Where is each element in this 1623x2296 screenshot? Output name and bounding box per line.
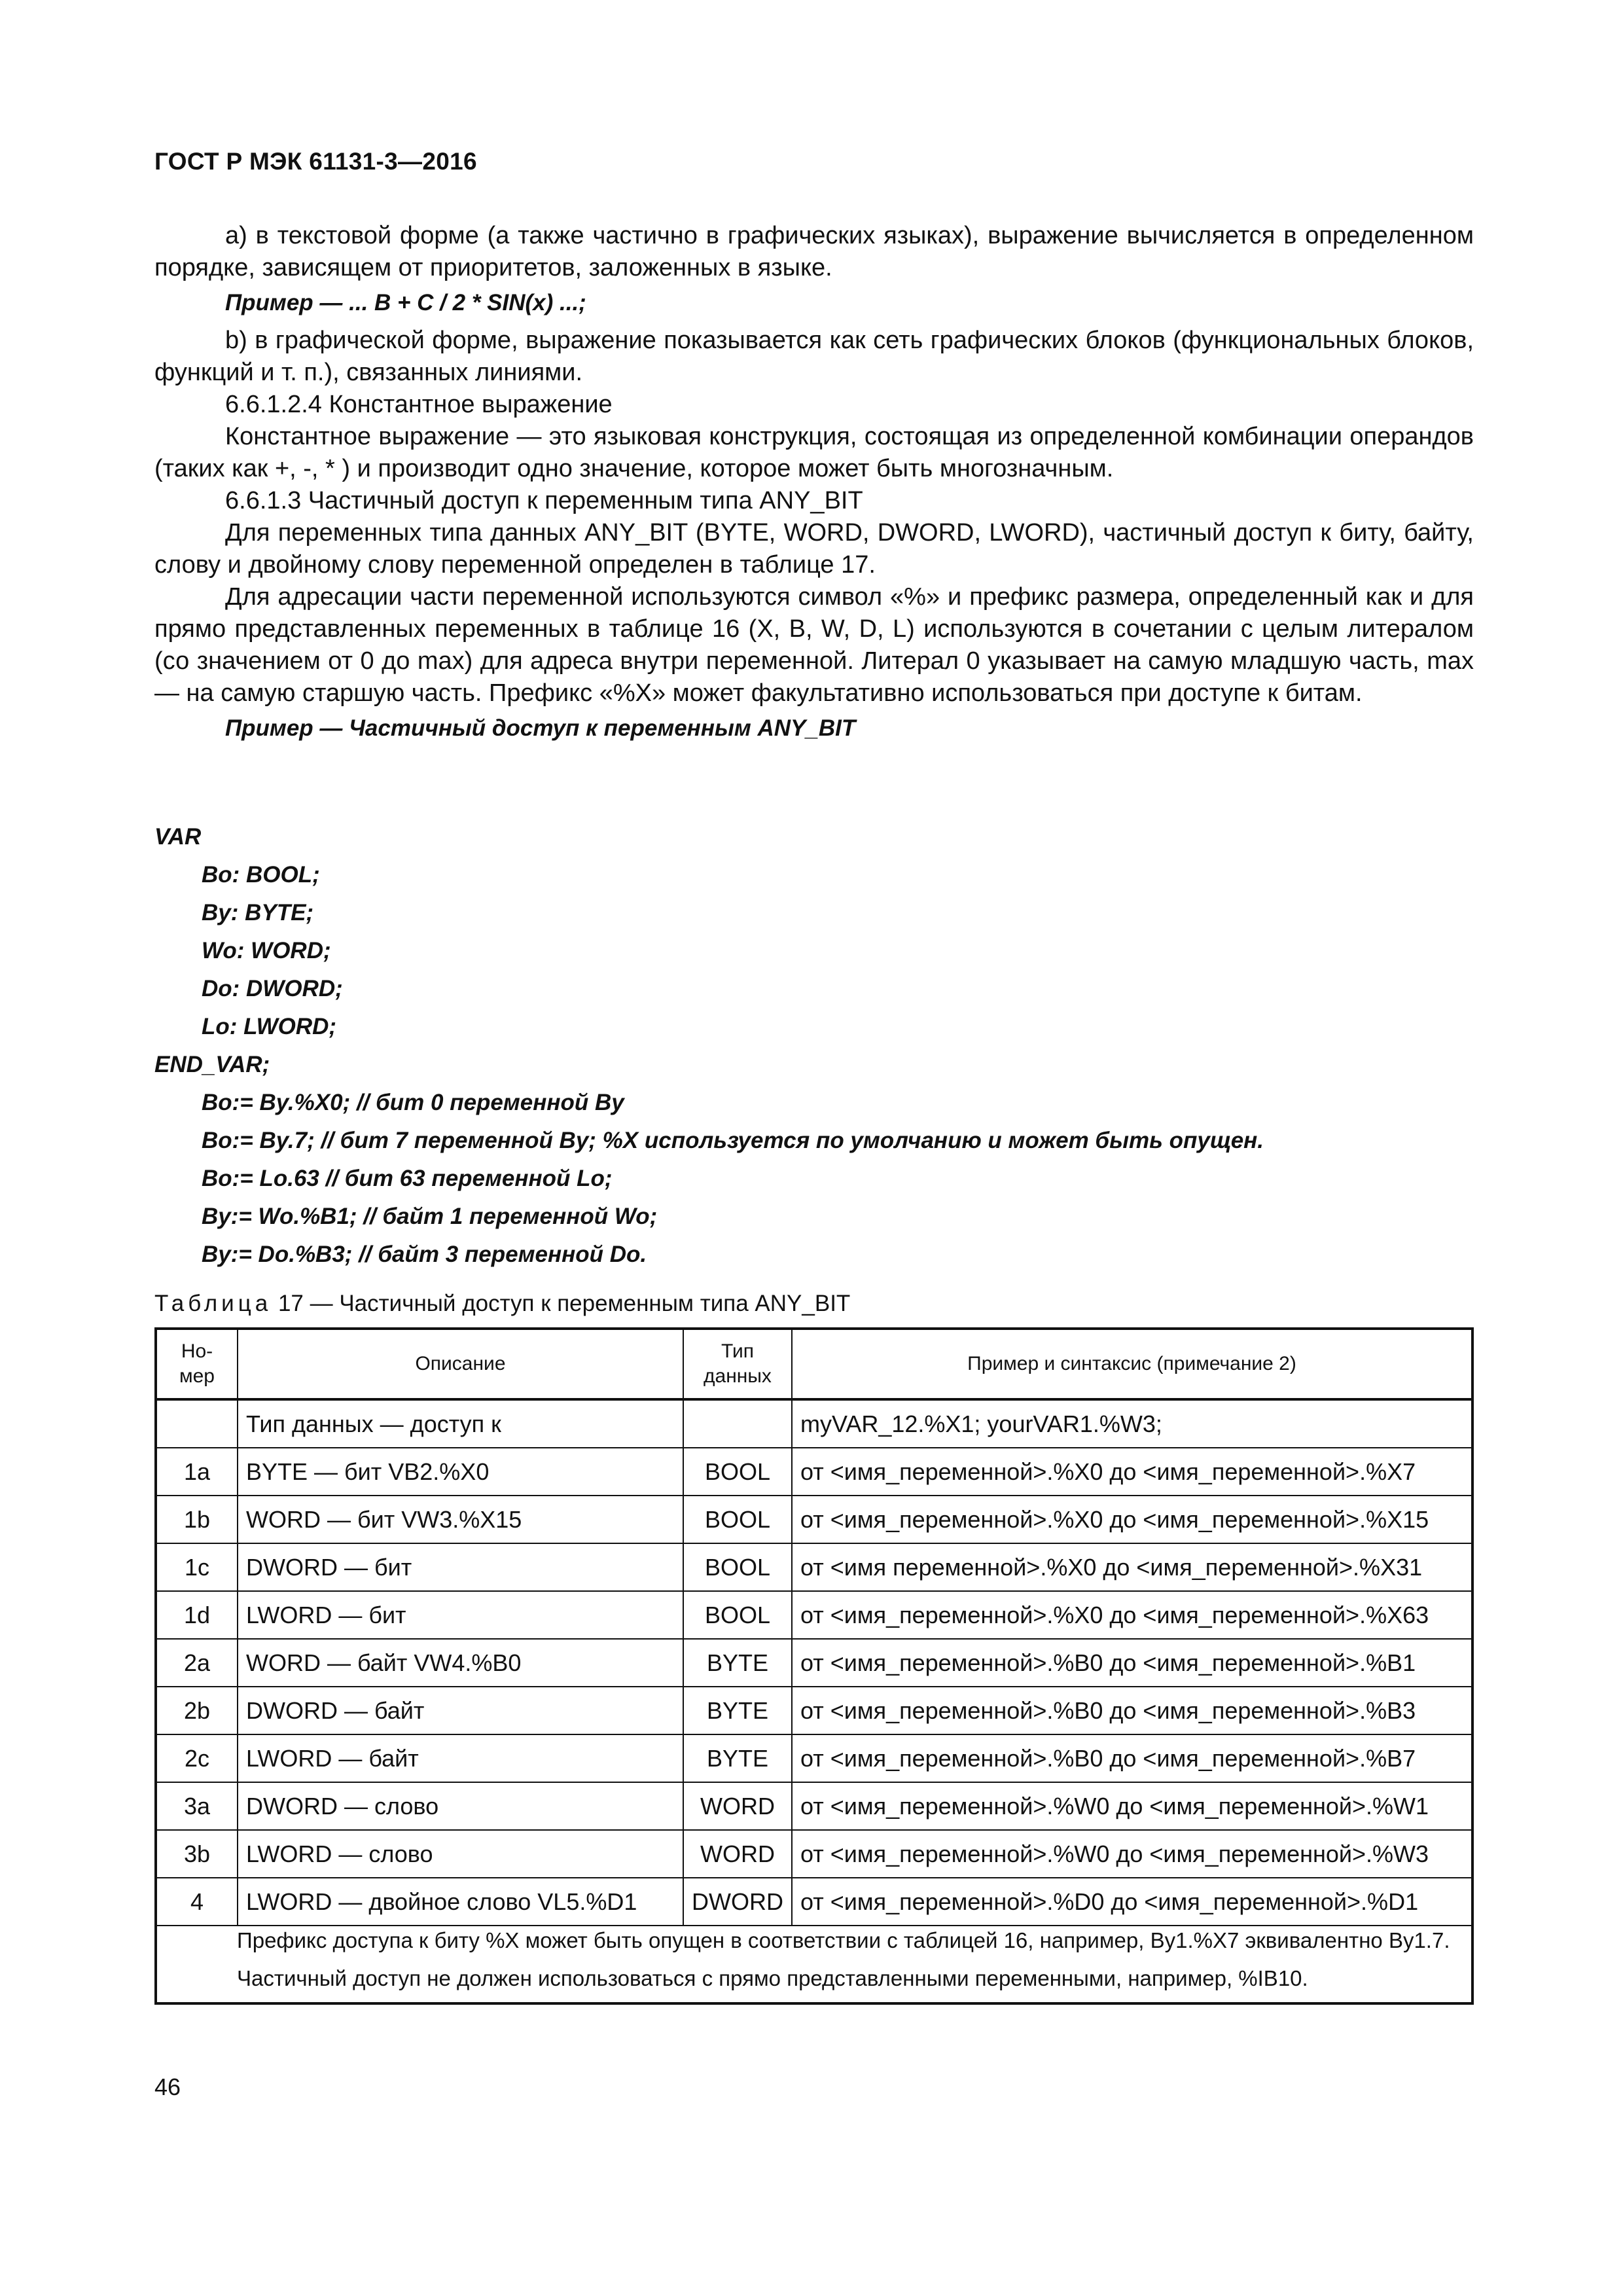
- table-row: [156, 1782, 1472, 1830]
- document-header: ГОСТ Р МЭК 61131-3—2016: [154, 148, 477, 175]
- table-row: [156, 1830, 1472, 1878]
- cell-description: LWORD — байт: [238, 1734, 683, 1782]
- cell-example: myVAR_12.%X1; yourVAR1.%W3;: [792, 1399, 1472, 1448]
- cell-number: 1c: [156, 1543, 238, 1591]
- paragraph-b: b) в графической форме, выражение показывается как сеть графических блоков (функциональных блоков, функций и т. п.), связанных линиями.: [154, 327, 1474, 386]
- code-line: VAR: [154, 824, 202, 850]
- table-caption: [154, 1291, 850, 1317]
- cell-number: [156, 1399, 238, 1448]
- cell-data-type: BOOL: [683, 1543, 792, 1591]
- section-heading-partial-access: 6.6.1.3 Частичный доступ к переменным типа ANY_BIT: [225, 487, 863, 514]
- cell-description: LWORD — двойное слово VL5.%D1: [238, 1878, 683, 1926]
- cell-example: от <имя_переменной>.%B0 до <имя_переменной>.%B1: [792, 1639, 1472, 1687]
- table-row: [156, 1448, 1472, 1496]
- header-number: Но- мер: [156, 1329, 238, 1399]
- code-line: Do: DWORD;: [202, 976, 343, 1001]
- cell-description: LWORD — слово: [238, 1830, 683, 1878]
- code-line: END_VAR;: [154, 1052, 270, 1077]
- cell-number: 2c: [156, 1734, 238, 1782]
- table-row: [156, 1687, 1472, 1734]
- cell-number: 3a: [156, 1782, 238, 1830]
- paragraph-partial-access-1: Для переменных типа данных ANY_BIT (BYTE, WORD, DWORD, LWORD), частичный доступ к биту, байту, слову и двойному слову переменной определен в таблице 17.: [154, 519, 1474, 579]
- paragraph-a: a) в текстовой форме (а также частично в графических языках), выражение вычисляется в определенном порядке, зависящем от приоритетов, заложенных в языке.: [154, 222, 1474, 281]
- header-description: Описание: [238, 1329, 683, 1399]
- cell-description: BYTE — бит VB2.%X0: [238, 1448, 683, 1496]
- table-row: [156, 1734, 1472, 1782]
- table-row: [156, 1591, 1472, 1639]
- header-example-syntax: Пример и синтаксис (примечание 2): [792, 1329, 1472, 1399]
- cell-example: от <имя_переменной>.%X0 до <имя_переменной>.%X7: [792, 1448, 1472, 1496]
- cell-data-type: BYTE: [683, 1639, 792, 1687]
- table-notes: [156, 1926, 1472, 2003]
- cell-description: DWORD — бит: [238, 1543, 683, 1591]
- cell-data-type: DWORD: [683, 1878, 792, 1926]
- code-line: By: BYTE;: [202, 900, 314, 925]
- cell-number: 3b: [156, 1830, 238, 1878]
- table-caption-prefix: Таблица: [154, 1291, 272, 1316]
- cell-example: от <имя_переменной>.%X0 до <имя_переменной>.%X63: [792, 1591, 1472, 1639]
- cell-description: Тип данных — доступ к: [238, 1399, 683, 1448]
- cell-data-type: WORD: [683, 1782, 792, 1830]
- section-heading-constant-expression: 6.6.1.2.4 Константное выражение: [225, 391, 613, 418]
- code-line: Lo: LWORD;: [202, 1014, 337, 1039]
- cell-description: DWORD — слово: [238, 1782, 683, 1830]
- cell-description: LWORD — бит: [238, 1591, 683, 1639]
- cell-data-type: BOOL: [683, 1591, 792, 1639]
- cell-data-type: WORD: [683, 1830, 792, 1878]
- cell-data-type: BOOL: [683, 1448, 792, 1496]
- table-note-1: Префикс доступа к биту %X может быть опущен в соответствии с таблицей 16, например, By1.%X7 эквивалентно By1.7.: [237, 1928, 1450, 1952]
- cell-example: от <имя переменной>.%X0 до <имя_переменной>.%X31: [792, 1543, 1472, 1591]
- table-row: [156, 1543, 1472, 1591]
- table-row: [156, 1399, 1472, 1448]
- paragraph-constant-expression: Константное выражение — это языковая конструкция, состоящая из определенной комбинации операндов (таких как +, -, * ) и производит одно значение, которое может быть многозначным.: [154, 423, 1474, 482]
- table-17: [154, 1327, 1474, 2005]
- cell-example: от <имя_переменной>.%D0 до <имя_переменной>.%D1: [792, 1878, 1472, 1926]
- table-caption-title: 17 — Частичный доступ к переменным типа ANY_BIT: [272, 1291, 851, 1316]
- table-header-row: [156, 1329, 1472, 1399]
- cell-number: 2b: [156, 1687, 238, 1734]
- example-expression: Пример — ... B + C / 2 * SIN(x) ...;: [225, 290, 586, 315]
- cell-number: 4: [156, 1878, 238, 1926]
- cell-data-type: BOOL: [683, 1496, 792, 1543]
- cell-number: 1a: [156, 1448, 238, 1496]
- cell-number: 1b: [156, 1496, 238, 1543]
- cell-data-type: BYTE: [683, 1734, 792, 1782]
- code-line: Bo:= Lo.63 // бит 63 переменной Lo;: [202, 1166, 613, 1191]
- cell-number: 1d: [156, 1591, 238, 1639]
- example-partial-access-title: Пример — Частичный доступ к переменным ANY_BIT: [225, 715, 856, 741]
- table-row: [156, 1496, 1472, 1543]
- cell-example: от <имя_переменной>.%W0 до <имя_переменной>.%W1: [792, 1782, 1472, 1830]
- cell-description: WORD — байт VW4.%B0: [238, 1639, 683, 1687]
- code-line: By:= Wo.%B1; // байт 1 переменной Wo;: [202, 1204, 658, 1229]
- code-line: Bo:= By.%X0; // бит 0 переменной By: [202, 1090, 624, 1115]
- table-notes-row: [156, 1926, 1472, 2003]
- cell-example: от <имя_переменной>.%B0 до <имя_переменной>.%B7: [792, 1734, 1472, 1782]
- cell-description: WORD — бит VW3.%X15: [238, 1496, 683, 1543]
- code-line: Wo: WORD;: [202, 938, 331, 963]
- table-row: [156, 1639, 1472, 1687]
- cell-example: от <имя_переменной>.%B0 до <имя_переменной>.%B3: [792, 1687, 1472, 1734]
- code-line: Bo: BOOL;: [202, 862, 320, 888]
- table-row: [156, 1878, 1472, 1926]
- body-text-upper: [154, 220, 1474, 747]
- code-line: Bo:= By.7; // бит 7 переменной By; %X используется по умолчанию и может быть опущен.: [202, 1128, 1264, 1153]
- cell-data-type: BYTE: [683, 1687, 792, 1734]
- code-example: [154, 818, 1489, 1274]
- paragraph-partial-access-2: Для адресации части переменной используются символ «%» и префикс размера, определенный как и для прямо представленных переменных в таблице 16 (X, B, W, D, L) используются в сочетании с целым литералом (со значением от 0 до max) для адреса внутри переменной. Литерал 0 указывает на самую младшую часть, max — на самую старшую часть. Префикс «%X» может факультативно использоваться при доступе к битам.: [154, 583, 1474, 707]
- cell-example: от <имя_переменной>.%W0 до <имя_переменной>.%W3: [792, 1830, 1472, 1878]
- cell-example: от <имя_переменной>.%X0 до <имя_переменной>.%X15: [792, 1496, 1472, 1543]
- cell-data-type: [683, 1399, 792, 1448]
- cell-description: DWORD — байт: [238, 1687, 683, 1734]
- header-data-type: Тип данных: [683, 1329, 792, 1399]
- cell-number: 2a: [156, 1639, 238, 1687]
- code-line: By:= Do.%B3; // байт 3 переменной Do.: [202, 1242, 647, 1267]
- page-number: 46: [154, 2073, 181, 2100]
- table-note-2: Частичный доступ не должен использоваться с прямо представленными переменными, например, %IB10.: [237, 1966, 1308, 1990]
